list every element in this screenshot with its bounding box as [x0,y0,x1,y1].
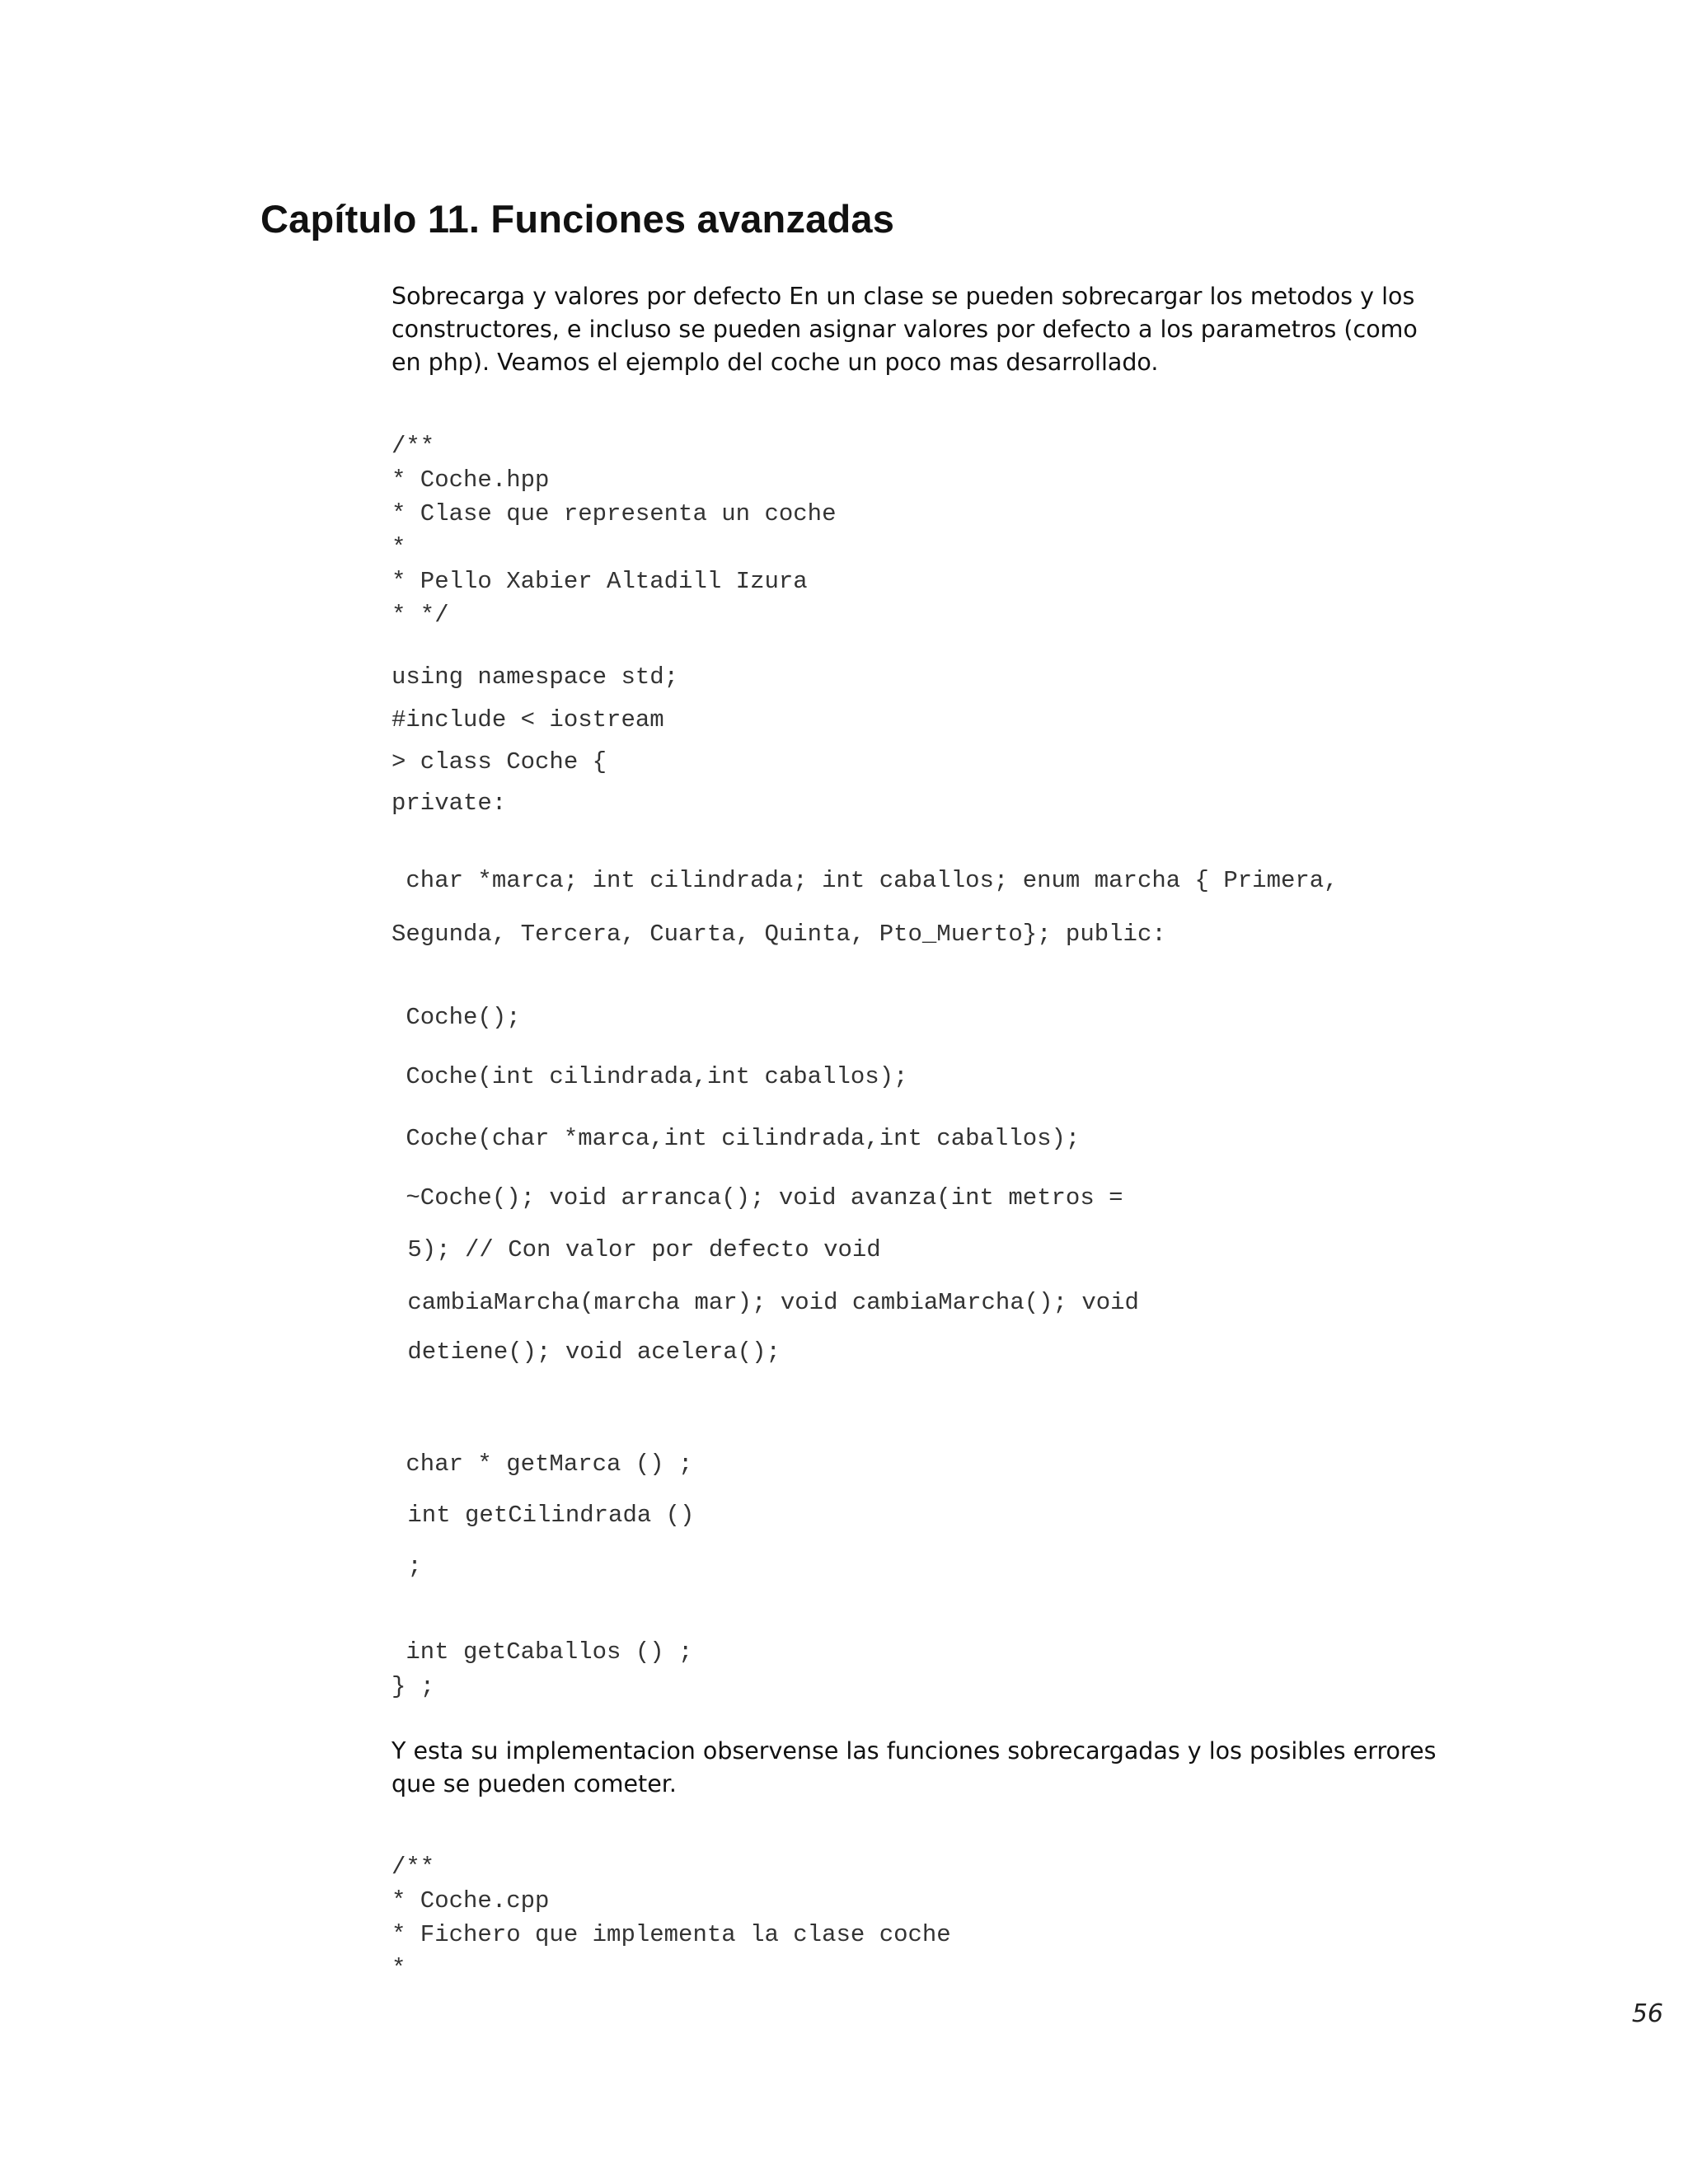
code-line: 5); // Con valor por defecto void [393,1236,881,1263]
code-line: * Fichero que implementa la clase coche [392,1921,951,1948]
page-number: 56 [1631,1999,1663,2028]
code-line: private: [392,790,507,817]
code-line: Coche(char *marca,int cilindrada,int caballos); [392,1125,1081,1152]
code-line: Coche(int cilindrada,int caballos); [392,1063,908,1090]
code-line: cambiaMarcha(marcha mar); void cambiaMarcha(); void [393,1289,1139,1316]
code-line: } ; [392,1673,435,1700]
code-line: * Coche.hpp [392,466,550,494]
code-line: int getCaballos () ; [392,1638,693,1666]
code-line: /** [392,433,435,460]
code-line: ~Coche(); void arranca(); void avanza(int metros = [392,1184,1123,1212]
code-line: Segunda, Tercera, Cuarta, Quinta, Pto_Muerto}; public: [392,921,1166,948]
code-line: * [392,1955,406,1982]
code-line: using namespace std; [392,663,679,691]
implementation-paragraph: Y esta su implementacion observense las funciones sobrecargadas y los posibles errores que se pueden cometer. [392,1737,1437,1797]
code-line: > class Coche { [392,748,607,776]
code-line: * [392,534,406,561]
code-line: Coche(); [392,1004,521,1031]
code-line: * Clase que representa un coche [392,500,837,527]
code-line: char * getMarca () ; [392,1451,693,1478]
intro-paragraph: Sobrecarga y valores por defecto En un clase se pueden sobrecargar los metodos y los constructores, e incluso se pueden asignar valores por defecto a los parametros (como en php). Veamos el ejemplo del coche un poco mas desarrollado. [392,283,1418,376]
code-line: ; [393,1553,422,1580]
chapter-title: Capítulo 11. Funciones avanzadas [260,197,895,241]
code-line: /** [392,1854,435,1881]
code-line: char *marca; int cilindrada; int caballos; enum marcha { Primera, [392,867,1339,894]
code-line: detiene(); void acelera(); [393,1338,781,1366]
code-line: int getCilindrada () [393,1502,695,1529]
code-line: * Pello Xabier Altadill Izura [392,568,808,595]
code-line: #include < iostream [392,706,664,733]
code-line: * */ [392,602,449,629]
code-line: * Coche.cpp [392,1887,550,1915]
